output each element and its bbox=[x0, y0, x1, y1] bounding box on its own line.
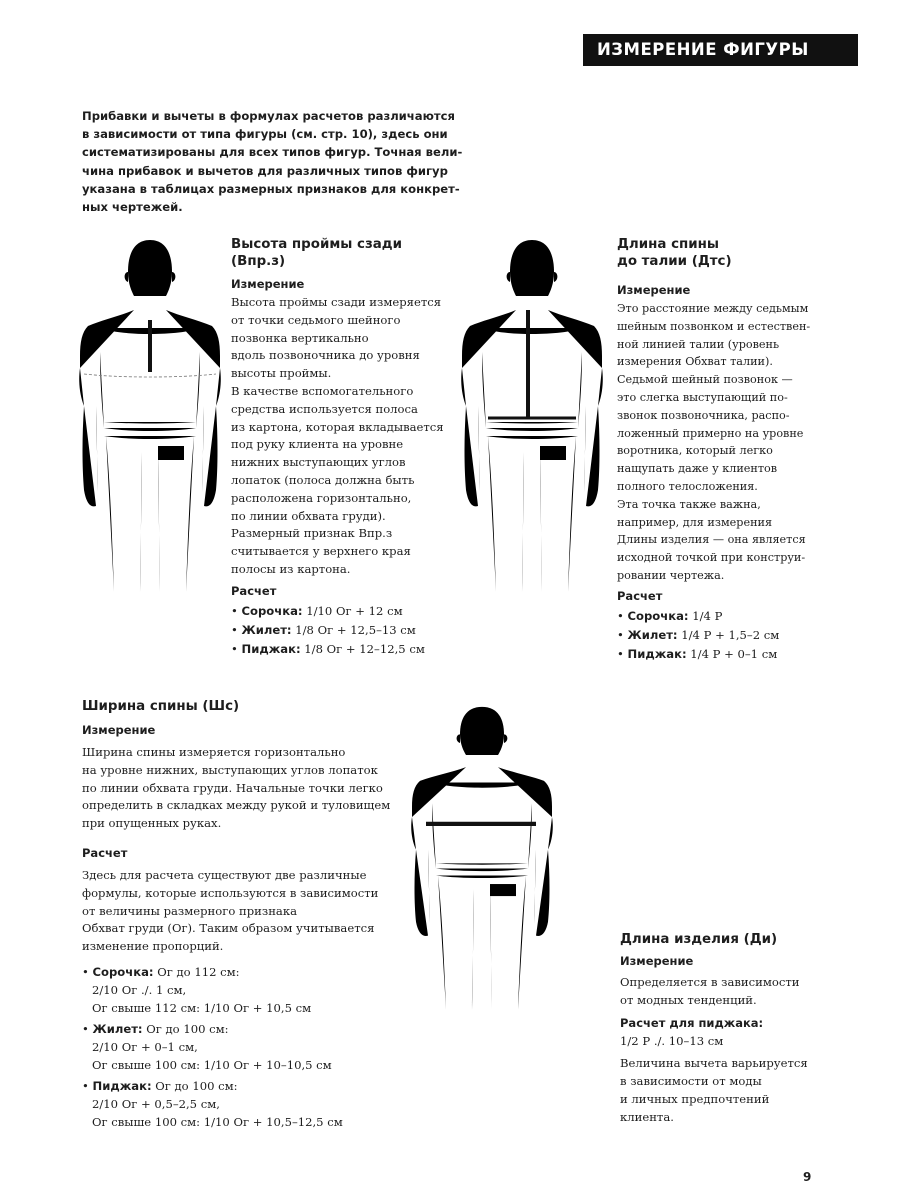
figure-back-view-vpr bbox=[70, 232, 230, 612]
text-line: клиента. bbox=[620, 1109, 674, 1124]
section-vpr bbox=[231, 236, 446, 656]
measure-label: Измерение bbox=[82, 723, 156, 737]
text-line: это слегка выступающий по- bbox=[617, 390, 788, 404]
calc-label: Расчет bbox=[82, 845, 128, 860]
text-line: полосы из картона. bbox=[231, 561, 351, 576]
text-line: от величины размерного признака bbox=[82, 903, 297, 918]
measure-text bbox=[620, 974, 820, 1010]
text-line: В качестве вспомогательного bbox=[231, 383, 414, 398]
measure-text bbox=[617, 300, 817, 585]
heading-line: Длина спины bbox=[617, 237, 719, 252]
measure-label: Измерение bbox=[620, 954, 694, 968]
calc-item: • Пиджак: 1/8 Ог + 12–12,5 см bbox=[231, 641, 425, 656]
note-text bbox=[620, 1055, 820, 1126]
section-heading: Ширина спины (Шс) bbox=[82, 699, 240, 714]
text-line: Размерный признак Впр.з bbox=[231, 526, 393, 541]
measure-text bbox=[231, 294, 446, 579]
calc-item: • Жилет: 1/8 Ог + 12,5–13 см bbox=[231, 622, 416, 637]
measure-label: Измерение bbox=[231, 277, 305, 291]
text-line: от точки седьмого шейного bbox=[231, 312, 401, 327]
section-heading bbox=[231, 236, 446, 270]
page-number: 9 bbox=[803, 1170, 812, 1184]
text-line: на уровне нижних, выступающих углов лопаток bbox=[82, 762, 378, 777]
calc-label: Расчет bbox=[231, 583, 277, 598]
text-line: под руку клиента на уровне bbox=[231, 437, 404, 452]
text-line: например, для измерения bbox=[617, 515, 773, 529]
section-title: ИЗМЕРЕНИЕ ФИГУРЫ bbox=[583, 34, 858, 66]
text-line: изменение пропорций. bbox=[82, 939, 224, 954]
text-line: от модных тенденций. bbox=[620, 992, 757, 1007]
text-line: ровании чертежа. bbox=[617, 568, 725, 582]
text-line: формулы, которые используются в зависимости bbox=[82, 885, 379, 900]
section-dts bbox=[617, 236, 817, 661]
text-line: Высота проймы сзади измеряется bbox=[231, 295, 442, 309]
calc-label: Расчет bbox=[617, 588, 663, 603]
text-line: исходной точкой при конструи- bbox=[617, 551, 806, 565]
calc-item: • Пиджак: Ог до 100 см: 2/10 Ог + 0,5–2,5 см, Ог свыше 100 см: 1/10 Ог + 10,5–12,5 см bbox=[82, 1078, 343, 1129]
text-line: высоты проймы. bbox=[231, 366, 332, 381]
text-line: и личных предпочтений bbox=[620, 1091, 770, 1106]
text-line: Эта точка также важна, bbox=[617, 497, 761, 511]
text-line: в зависимости от моды bbox=[620, 1074, 762, 1089]
text-line: Длины изделия — она является bbox=[617, 533, 806, 547]
calc-item: • Жилет: Ог до 100 см: 2/10 Ог + 0–1 см, Ог свыше 100 см: 1/10 Ог + 10–10,5 см bbox=[82, 1021, 332, 1072]
text-line: лопаток (полоса должна быть bbox=[231, 472, 415, 487]
text-line: нижних выступающих углов bbox=[231, 455, 406, 470]
calc-label: Расчет для пиджака: bbox=[620, 1015, 764, 1030]
text-line: ложенный примерно на уровне bbox=[617, 426, 804, 440]
heading-line: (Впр.з) bbox=[231, 254, 286, 269]
text-line: Определяется в зависимости bbox=[620, 975, 800, 989]
text-line: Это расстояние между седьмым bbox=[617, 302, 809, 315]
calc-item: • Жилет: 1/4 Р + 1,5–2 см bbox=[617, 627, 780, 642]
calc-value: 1/2 Р ./. 10–13 см bbox=[620, 1033, 724, 1048]
text-line: нащупать даже у клиентов bbox=[617, 462, 778, 476]
calc-item: • Пиджак: 1/4 Р + 0–1 см bbox=[617, 646, 778, 661]
text-line: шейным позвонком и естествен- bbox=[617, 319, 811, 333]
text-line: вдоль позвоночника до уровня bbox=[231, 348, 420, 363]
text-line: звонок позвоночника, распо- bbox=[617, 408, 790, 422]
intro-line: ных чертежей. bbox=[82, 200, 183, 215]
measure-text bbox=[82, 744, 402, 833]
text-line: определить в складках между рукой и туловищем bbox=[82, 798, 391, 813]
text-line: Здесь для расчета существуют две различные bbox=[82, 867, 367, 882]
text-line: ной линией талии (уровень bbox=[617, 337, 780, 351]
calc-item: • Сорочка: Ог до 112 см: 2/10 Ог ./. 1 см, Ог свыше 112 см: 1/10 Ог + 10,5 см bbox=[82, 964, 312, 1015]
text-line: воротника, который легко bbox=[617, 444, 773, 458]
heading-line: Высота проймы сзади bbox=[231, 237, 402, 252]
measure-label: Измерение bbox=[617, 283, 691, 297]
figure-back-view-dts bbox=[452, 232, 612, 612]
text-line: по линии обхвата груди). bbox=[231, 508, 386, 523]
intro-line: указана в таблицах размерных признаков для конкрет- bbox=[82, 181, 460, 196]
section-heading: Длина изделия (Ди) bbox=[620, 932, 778, 947]
text-line: Обхват груди (Ог). Таким образом учитывается bbox=[82, 921, 375, 936]
intro-line: систематизированы для всех типов фигур. Точная вели- bbox=[82, 145, 463, 160]
calc-text bbox=[82, 867, 402, 956]
intro-line: Прибавки и вычеты в формулах расчетов различаются bbox=[82, 109, 455, 123]
section-di bbox=[620, 931, 820, 1127]
text-line: считывается у верхнего края bbox=[231, 544, 411, 559]
text-line: Величина вычета варьируется bbox=[620, 1056, 808, 1071]
intro-line: в зависимости от типа фигуры (см. стр. 10), здесь они bbox=[82, 127, 448, 142]
figure-back-view-shs bbox=[402, 700, 562, 1020]
intro-paragraph bbox=[82, 107, 463, 216]
section-shs bbox=[82, 698, 402, 1131]
text-line: полного телосложения. bbox=[617, 479, 758, 493]
text-line: Седьмой шейный позвонок — bbox=[617, 373, 793, 387]
heading-line: до талии (Дтс) bbox=[617, 254, 732, 269]
text-line: по линии обхвата груди. Начальные точки легко bbox=[82, 780, 383, 795]
text-line: при опущенных руках. bbox=[82, 816, 222, 831]
text-line: измерения Обхват талии). bbox=[617, 355, 773, 369]
text-line: из картона, которая вкладывается bbox=[231, 419, 444, 434]
calc-item: • Сорочка: 1/10 Ог + 12 см bbox=[231, 603, 403, 618]
intro-line: чина прибавок и вычетов для различных типов фигур bbox=[82, 163, 448, 178]
text-line: Ширина спины измеряется горизонтально bbox=[82, 745, 346, 759]
text-line: средства используется полоса bbox=[231, 401, 418, 416]
section-heading bbox=[617, 236, 817, 270]
text-line: расположена горизонтально, bbox=[231, 490, 412, 505]
text-line: позвонка вертикально bbox=[231, 330, 369, 345]
calc-item: • Сорочка: 1/4 Р bbox=[617, 608, 723, 623]
